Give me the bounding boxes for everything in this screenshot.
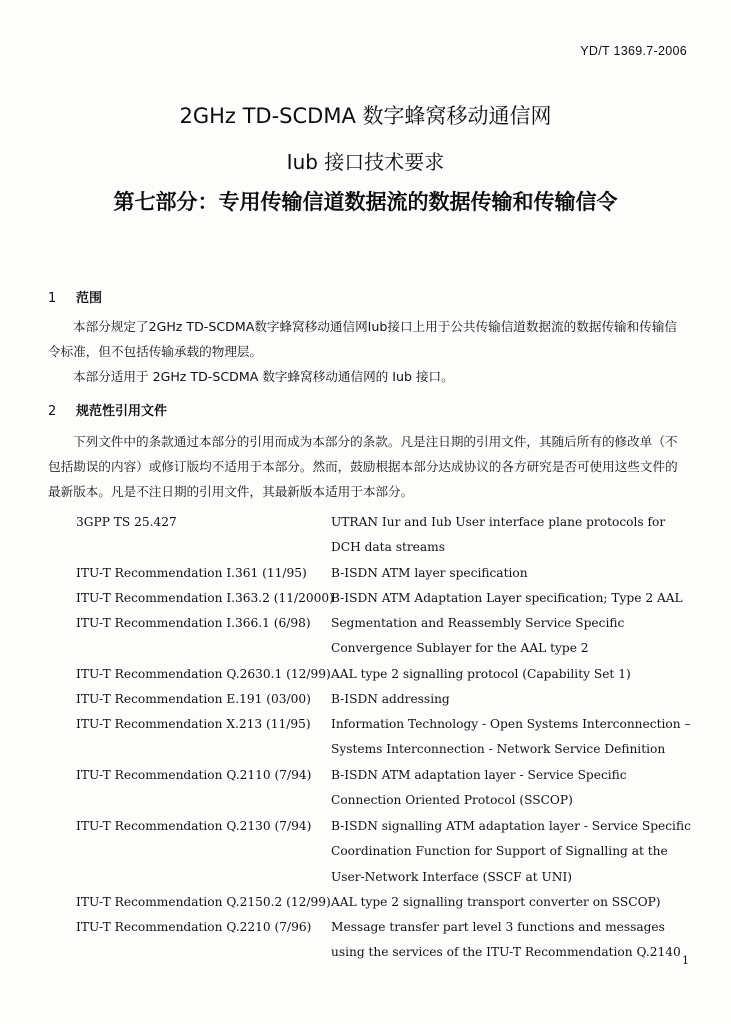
reference-title: AAL type 2 signalling transport converter on SSCOP) <box>331 895 661 909</box>
reference-id: 3GPP TS 25.427 <box>76 515 177 529</box>
reference-title: B-ISDN ATM layer specification <box>331 566 528 580</box>
section-1-heading <box>48 287 102 306</box>
reference-id: ITU-T Recommendation Q.2630.1 (12/99) <box>76 667 331 681</box>
reference-id: ITU-T Recommendation E.191 (03/00) <box>76 692 311 706</box>
section-2-title: 规范性引用文件 <box>76 404 168 419</box>
reference-id: ITU-T Recommendation X.213 (11/95) <box>76 717 311 731</box>
document-title-line1: 2GHz TD-SCDMA 数字蜂窝移动通信网 <box>179 104 552 128</box>
reference-id: ITU-T Recommendation Q.2210 (7/96) <box>76 920 312 934</box>
reference-title: AAL type 2 signalling protocol (Capability Set 1) <box>331 667 631 681</box>
section-1-paragraph-1: 本部分规定了2GHz TD-SCDMA数字蜂窝移动通信网Iub接口上用于公共传输信道数据流的数据传输和传输信令标准，但不包括传输承载的物理层。 <box>48 319 678 359</box>
reference-id: ITU-T Recommendation I.361 (11/95) <box>76 566 307 580</box>
section-2-number: 2 <box>48 404 57 419</box>
page-number: 1 <box>682 954 689 967</box>
reference-id: ITU-T Recommendation Q.2150.2 (12/99) <box>76 895 331 909</box>
reference-id: ITU-T Recommendation I.363.2 (11/2000) <box>76 591 334 605</box>
section-2-paragraph-1: 下列文件中的条款通过本部分的引用而成为本部分的条款。凡是注日期的引用文件，其随后所有的修改单（不包括勘误的内容）或修订版均不适用于本部分。然而，鼓励根据本部分达成协议的各方研究是否可使用这些文件的最新版本。凡是不注日期的引用文件，其最新版本适用于本部分。 <box>48 434 678 499</box>
reference-title: UTRAN Iur and Iub User interface plane protocols for DCH data streams <box>331 515 666 555</box>
reference-title: Segmentation and Reassembly Service Specific Convergence Sublayer for the AAL type 2 <box>331 616 625 656</box>
reference-id: ITU-T Recommendation I.366.1 (6/98) <box>76 616 311 630</box>
reference-title: Information Technology - Open Systems Interconnection – Systems Interconnection - Network Service Definition <box>331 717 691 757</box>
reference-title: B-ISDN signalling ATM adaptation layer - Service Specific Coordination Function for Support of Signalling at the User-Network Interface (SSCF at UNI) <box>331 819 691 884</box>
section-1-paragraph-2: 本部分适用于 2GHz TD-SCDMA 数字蜂窝移动通信网的 Iub 接口。 <box>73 369 454 384</box>
document-title-line2: Iub 接口技术要求 <box>286 150 445 174</box>
document-title-line3: 第七部分：专用传输信道数据流的数据传输和传输信令 <box>113 190 618 214</box>
standard-code: YD/T 1369.7-2006 <box>580 44 687 58</box>
reference-title: B-ISDN ATM Adaptation Layer specification; Type 2 AAL <box>331 591 683 605</box>
reference-title: Message transfer part level 3 functions and messages using the services of the ITU-T Recommendation Q.2140 <box>331 920 681 960</box>
reference-title: B-ISDN addressing <box>331 692 450 706</box>
section-2-heading <box>48 400 167 419</box>
reference-id: ITU-T Recommendation Q.2110 (7/94) <box>76 768 312 782</box>
reference-title: B-ISDN ATM adaptation layer - Service Specific Connection Oriented Protocol (SSCOP) <box>331 768 627 808</box>
reference-id: ITU-T Recommendation Q.2130 (7/94) <box>76 819 312 833</box>
section-1-title: 范围 <box>76 291 103 306</box>
section-1-number: 1 <box>48 291 57 306</box>
